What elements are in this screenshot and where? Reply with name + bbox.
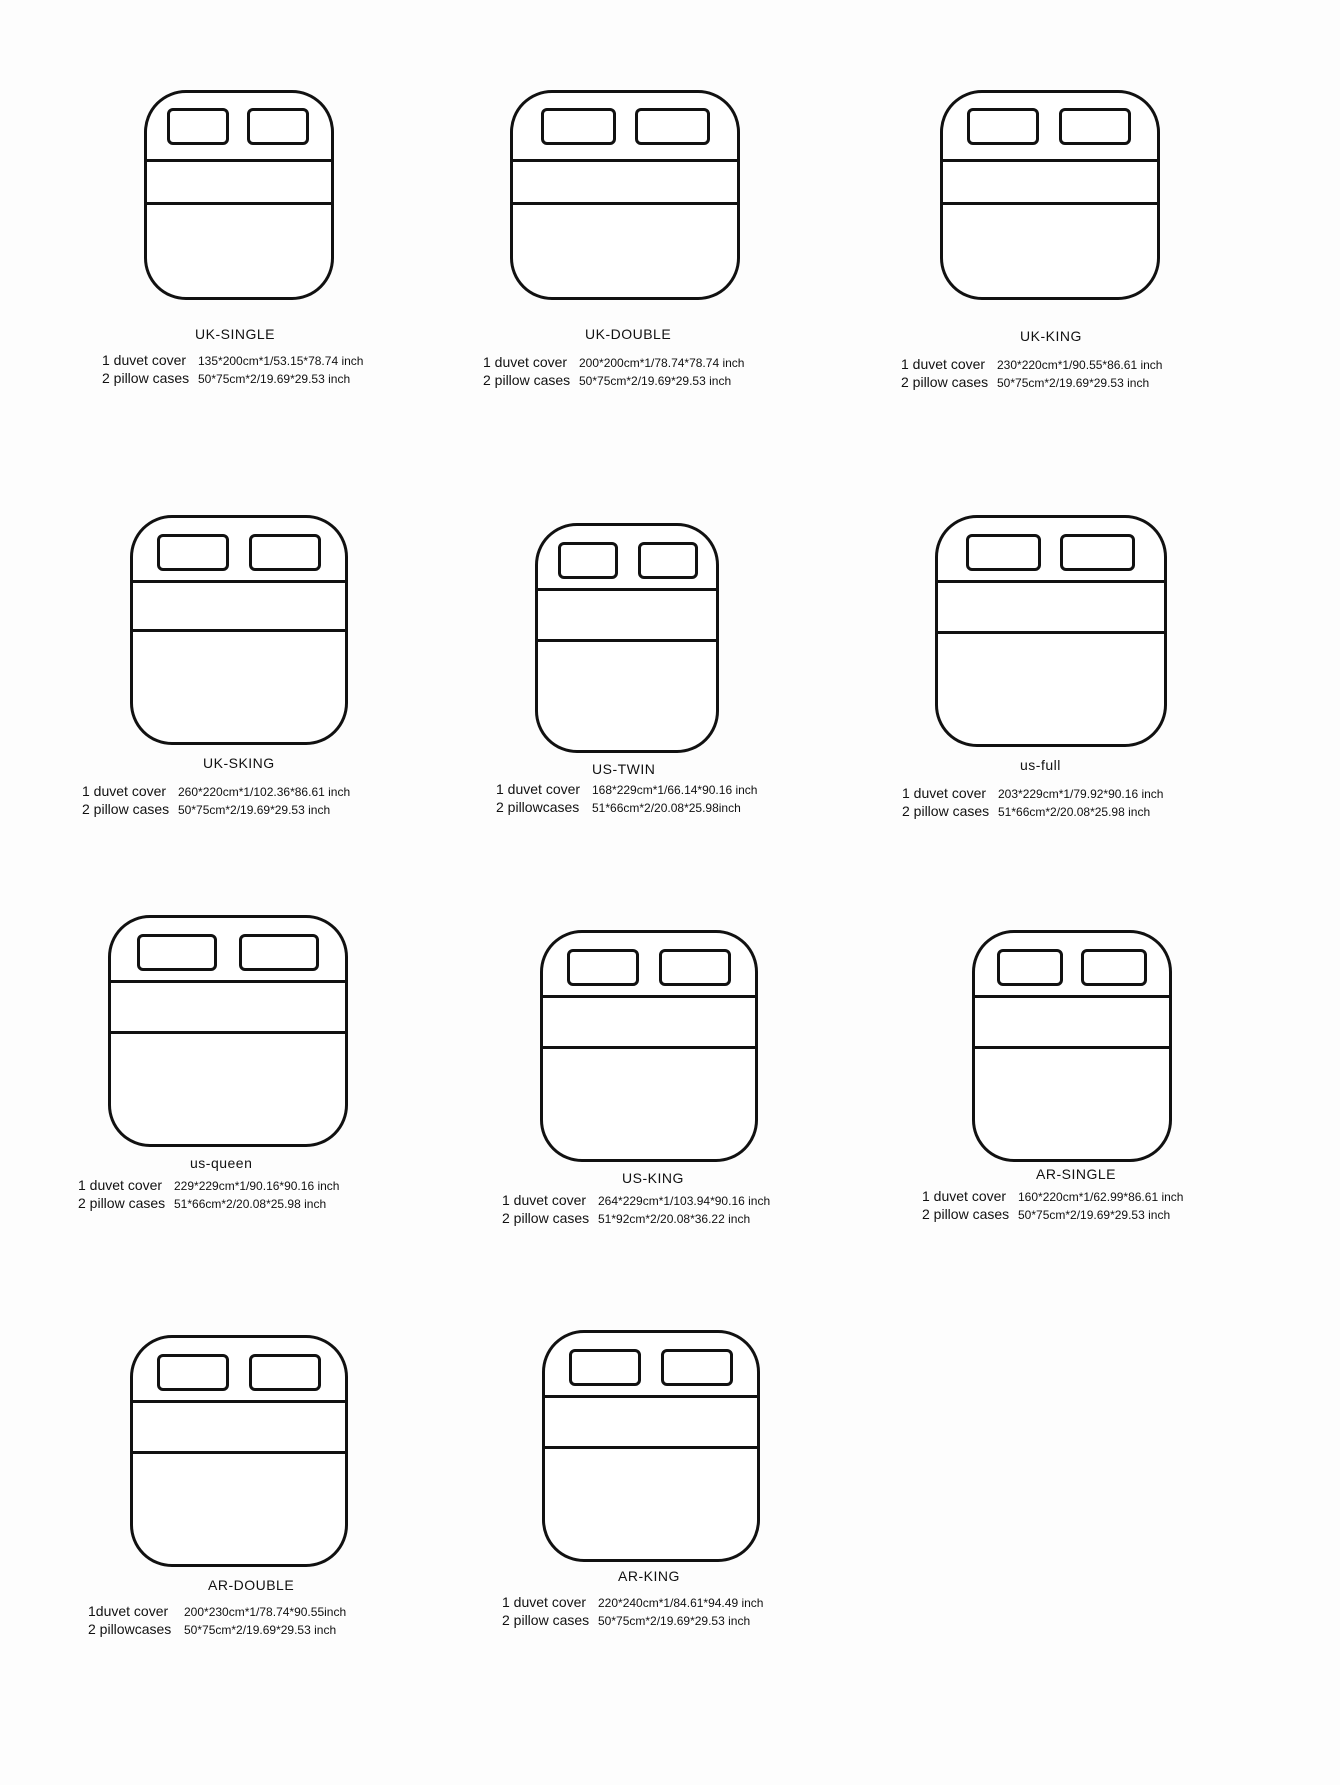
bed-size-title: UK-DOUBLE bbox=[585, 326, 672, 342]
pillow-icon bbox=[167, 108, 229, 145]
pillow-icon bbox=[137, 934, 217, 971]
bed-card-uk-king bbox=[885, 70, 1315, 430]
bed-card-uk-double bbox=[455, 70, 885, 430]
pillow-icon bbox=[239, 934, 319, 971]
bed-outline-icon bbox=[540, 930, 758, 1162]
duvet-fold-icon bbox=[147, 159, 331, 205]
pillow-size: 51*66cm*2/20.08*25.98 inch bbox=[174, 1197, 327, 1211]
duvet-fold-icon bbox=[543, 995, 755, 1049]
duvet-label: 1 duvet cover bbox=[502, 1594, 587, 1610]
pillow-icon bbox=[247, 108, 309, 145]
bed-card-uk-sking bbox=[60, 495, 490, 855]
duvet-size: 260*220cm*1/102.36*86.61 inch bbox=[178, 785, 351, 799]
bed-spec bbox=[78, 1177, 339, 1213]
pillow-icon bbox=[157, 534, 229, 571]
duvet-fold-icon bbox=[111, 980, 345, 1034]
bed-outline-icon bbox=[935, 515, 1167, 747]
pillow-label: 2 pillow cases bbox=[502, 1210, 590, 1226]
bed-spec bbox=[502, 1192, 770, 1228]
pillow-size: 50*75cm*2/19.69*29.53 inch bbox=[579, 374, 732, 388]
pillow-icon bbox=[638, 542, 698, 579]
pillow-size: 51*66cm*2/20.08*25.98 inch bbox=[998, 805, 1151, 819]
pillow-icon bbox=[997, 949, 1063, 986]
pillow-icon bbox=[567, 949, 639, 986]
pillow-label: 2 pillow cases bbox=[922, 1206, 1010, 1222]
pillow-label: 2 pillow cases bbox=[102, 370, 190, 386]
duvet-fold-icon bbox=[513, 159, 737, 205]
bed-size-title: AR-DOUBLE bbox=[208, 1577, 295, 1593]
duvet-size: 229*229cm*1/90.16*90.16 inch bbox=[174, 1179, 340, 1193]
duvet-label: 1 duvet cover bbox=[496, 781, 581, 797]
pillow-icon bbox=[635, 108, 710, 145]
duvet-size: 168*229cm*1/66.14*90.16 inch bbox=[592, 783, 758, 797]
bed-spec bbox=[922, 1188, 1183, 1224]
duvet-label: 1duvet cover bbox=[88, 1603, 169, 1619]
pillow-size: 50*75cm*2/19.69*29.53 inch bbox=[1018, 1208, 1171, 1222]
pillow-icon bbox=[659, 949, 731, 986]
pillow-size: 50*75cm*2/19.69*29.53 inch bbox=[997, 376, 1150, 390]
bed-outline-icon bbox=[144, 90, 334, 300]
bed-outline-icon bbox=[972, 930, 1172, 1162]
duvet-fold-icon bbox=[943, 159, 1157, 205]
duvet-size: 230*220cm*1/90.55*86.61 inch bbox=[997, 358, 1163, 372]
bed-size-title: UK-KING bbox=[1020, 328, 1082, 344]
bed-outline-icon bbox=[542, 1330, 760, 1562]
duvet-label: 1 duvet cover bbox=[502, 1192, 587, 1208]
pillow-icon bbox=[558, 542, 618, 579]
bed-spec bbox=[102, 352, 363, 388]
duvet-label: 1 duvet cover bbox=[82, 783, 167, 799]
bed-size-title: us-queen bbox=[190, 1155, 253, 1171]
duvet-size: 135*200cm*1/53.15*78.74 inch bbox=[198, 354, 364, 368]
pillow-label: 2 pillow cases bbox=[483, 372, 571, 388]
duvet-fold-icon bbox=[545, 1395, 757, 1449]
bed-size-title: US-KING bbox=[622, 1170, 684, 1186]
duvet-label: 1 duvet cover bbox=[902, 785, 987, 801]
pillow-icon bbox=[157, 1354, 229, 1391]
bed-spec bbox=[82, 783, 350, 819]
pillow-icon bbox=[569, 1349, 641, 1386]
pillow-label: 2 pillow cases bbox=[82, 801, 170, 817]
pillow-size: 50*75cm*2/19.69*29.53 inch bbox=[598, 1614, 751, 1628]
duvet-fold-icon bbox=[538, 588, 716, 642]
pillow-size: 51*66cm*2/20.08*25.98inch bbox=[592, 801, 741, 815]
duvet-label: 1 duvet cover bbox=[78, 1177, 163, 1193]
pillow-size: 50*75cm*2/19.69*29.53 inch bbox=[184, 1623, 337, 1637]
bed-spec bbox=[502, 1594, 763, 1630]
duvet-size: 264*229cm*1/103.94*90.16 inch bbox=[598, 1194, 771, 1208]
bed-outline-icon bbox=[940, 90, 1160, 300]
duvet-label: 1 duvet cover bbox=[901, 356, 986, 372]
duvet-size: 220*240cm*1/84.61*94.49 inch bbox=[598, 1596, 764, 1610]
pillow-label: 2 pillowcases bbox=[88, 1621, 172, 1637]
bed-spec bbox=[902, 785, 1163, 821]
bed-size-title: AR-SINGLE bbox=[1036, 1166, 1116, 1182]
bed-card-us-king bbox=[470, 910, 900, 1270]
pillow-icon bbox=[1059, 108, 1131, 145]
bed-card-ar-king bbox=[470, 1310, 900, 1670]
pillow-label: 2 pillow cases bbox=[901, 374, 989, 390]
bed-size-title: AR-KING bbox=[618, 1568, 680, 1584]
bed-card-ar-double bbox=[60, 1315, 490, 1675]
duvet-fold-icon bbox=[133, 580, 345, 632]
bed-card-uk-single bbox=[80, 70, 510, 430]
bed-outline-icon bbox=[535, 523, 719, 753]
pillow-icon bbox=[966, 534, 1041, 571]
pillow-icon bbox=[967, 108, 1039, 145]
bed-size-title: UK-SINGLE bbox=[195, 326, 275, 342]
bed-outline-icon bbox=[130, 515, 348, 745]
duvet-fold-icon bbox=[975, 995, 1169, 1049]
bed-size-title: US-TWIN bbox=[592, 761, 656, 777]
bed-card-us-queen bbox=[60, 895, 490, 1255]
pillow-label: 2 pillowcases bbox=[496, 799, 580, 815]
pillow-icon bbox=[249, 1354, 321, 1391]
bed-spec bbox=[483, 354, 744, 390]
duvet-size: 200*230cm*1/78.74*90.55inch bbox=[184, 1605, 347, 1619]
duvet-size: 200*200cm*1/78.74*78.74 inch bbox=[579, 356, 745, 370]
pillow-label: 2 pillow cases bbox=[502, 1612, 590, 1628]
bed-size-title: us-full bbox=[1020, 757, 1061, 773]
bed-card-ar-single bbox=[900, 910, 1330, 1270]
bed-outline-icon bbox=[108, 915, 348, 1147]
pillow-icon bbox=[661, 1349, 733, 1386]
pillow-size: 50*75cm*2/19.69*29.53 inch bbox=[178, 803, 331, 817]
bed-spec bbox=[88, 1603, 346, 1639]
duvet-size: 203*229cm*1/79.92*90.16 inch bbox=[998, 787, 1164, 801]
bed-card-us-full bbox=[880, 495, 1310, 855]
pillow-size: 50*75cm*2/19.69*29.53 inch bbox=[198, 372, 351, 386]
duvet-label: 1 duvet cover bbox=[922, 1188, 1007, 1204]
bed-outline-icon bbox=[130, 1335, 348, 1567]
bed-spec bbox=[901, 356, 1162, 392]
duvet-label: 1 duvet cover bbox=[102, 352, 187, 368]
pillow-icon bbox=[249, 534, 321, 571]
bed-outline-icon bbox=[510, 90, 740, 300]
pillow-icon bbox=[1060, 534, 1135, 571]
pillow-icon bbox=[1081, 949, 1147, 986]
duvet-fold-icon bbox=[938, 580, 1164, 634]
pillow-label: 2 pillow cases bbox=[78, 1195, 166, 1211]
duvet-label: 1 duvet cover bbox=[483, 354, 568, 370]
bed-spec bbox=[496, 781, 757, 817]
duvet-fold-icon bbox=[133, 1400, 345, 1454]
pillow-label: 2 pillow cases bbox=[902, 803, 990, 819]
bed-card-us-twin bbox=[470, 495, 900, 855]
pillow-icon bbox=[541, 108, 616, 145]
bed-size-title: UK-SKING bbox=[203, 755, 275, 771]
pillow-size: 51*92cm*2/20.08*36.22 inch bbox=[598, 1212, 751, 1226]
duvet-size: 160*220cm*1/62.99*86.61 inch bbox=[1018, 1190, 1184, 1204]
